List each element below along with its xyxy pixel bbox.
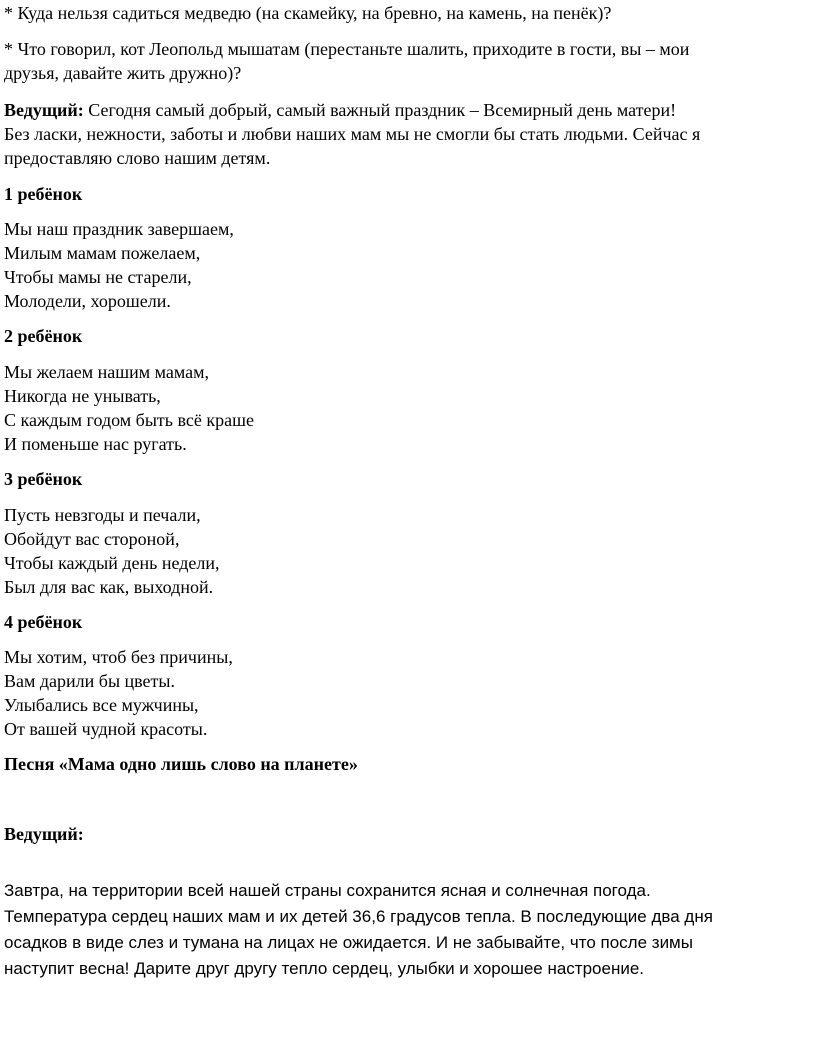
question-bear	[4, 1, 816, 25]
verse-line: Мы желаем нашим мамам,	[4, 362, 210, 382]
host-intro-line: предоставляю слово нашим детям.	[4, 148, 271, 168]
host-speaker-label: Ведущий:	[4, 100, 84, 120]
forecast-line: Температура сердец наших мам и их детей 36,6 градусов тепла. В последующие два дня	[4, 907, 713, 926]
verse-line: Мы наш праздник завершаем,	[4, 219, 234, 239]
verse-line: От вашей чудной красоты.	[4, 719, 208, 739]
child-verse	[4, 360, 816, 456]
child-verse	[4, 645, 816, 741]
verse-line: Обойдут вас стороной,	[4, 529, 180, 549]
child-heading: 4 ребёнок	[4, 612, 83, 632]
child-heading: 1 ребёнок	[4, 184, 83, 204]
forecast-line: Завтра, на территории всей нашей страны сохранится ясная и солнечная погода.	[4, 881, 651, 900]
host-intro	[4, 98, 816, 170]
verse-line: Чтобы каждый день недели,	[4, 553, 220, 573]
verse-line: С каждым годом быть всё краше	[4, 410, 254, 430]
song-title: Песня «Мама одно лишь слово на планете»	[4, 754, 358, 774]
question-leopold-line: * Что говорил, кот Леопольд мышатам (перестаньте шалить, приходите в гости, вы – мои	[4, 39, 690, 59]
verse-line: Молодели, хорошели.	[4, 291, 171, 311]
host-intro-line: Без ласки, нежности, заботы и любви наших мам мы не смогли бы стать людьми. Сейчас я	[4, 124, 701, 144]
verse-line: Никогда не унывать,	[4, 386, 161, 406]
verse-line: Милым мамам пожелаем,	[4, 243, 201, 263]
verse-line: Пусть невзгоды и печали,	[4, 505, 201, 525]
verse-line: Был для вас как, выходной.	[4, 577, 214, 597]
verse-line: Вам дарили бы цветы.	[4, 671, 176, 691]
verse-line: Чтобы мамы не старели,	[4, 267, 192, 287]
child-heading: 2 ребёнок	[4, 326, 83, 346]
verse-line: И поменьше нас ругать.	[4, 434, 187, 454]
question-bear-text: * Куда нельзя садиться медведю (на скамейку, на бревно, на камень, на пенёк)?	[4, 3, 612, 23]
verse-line: Улыбались все мужчины,	[4, 695, 199, 715]
child-heading: 3 ребёнок	[4, 469, 83, 489]
question-leopold	[4, 37, 816, 85]
verse-line: Мы хотим, чтоб без причины,	[4, 647, 233, 667]
child-verse	[4, 217, 816, 313]
host-intro-line: Сегодня самый добрый, самый важный праздник – Всемирный день матери!	[83, 100, 677, 120]
forecast-line: осадков в виде слез и тумана на лицах не ожидается. И не забывайте, что после зимы	[4, 933, 693, 952]
forecast-line: наступит весна! Дарите друг другу тепло сердец, улыбки и хорошее настроение.	[4, 959, 645, 978]
child-verse	[4, 503, 816, 599]
weather-forecast	[4, 878, 816, 982]
host-final-label: Ведущий:	[4, 824, 84, 844]
question-leopold-line: друзья, давайте жить дружно)?	[4, 63, 242, 83]
